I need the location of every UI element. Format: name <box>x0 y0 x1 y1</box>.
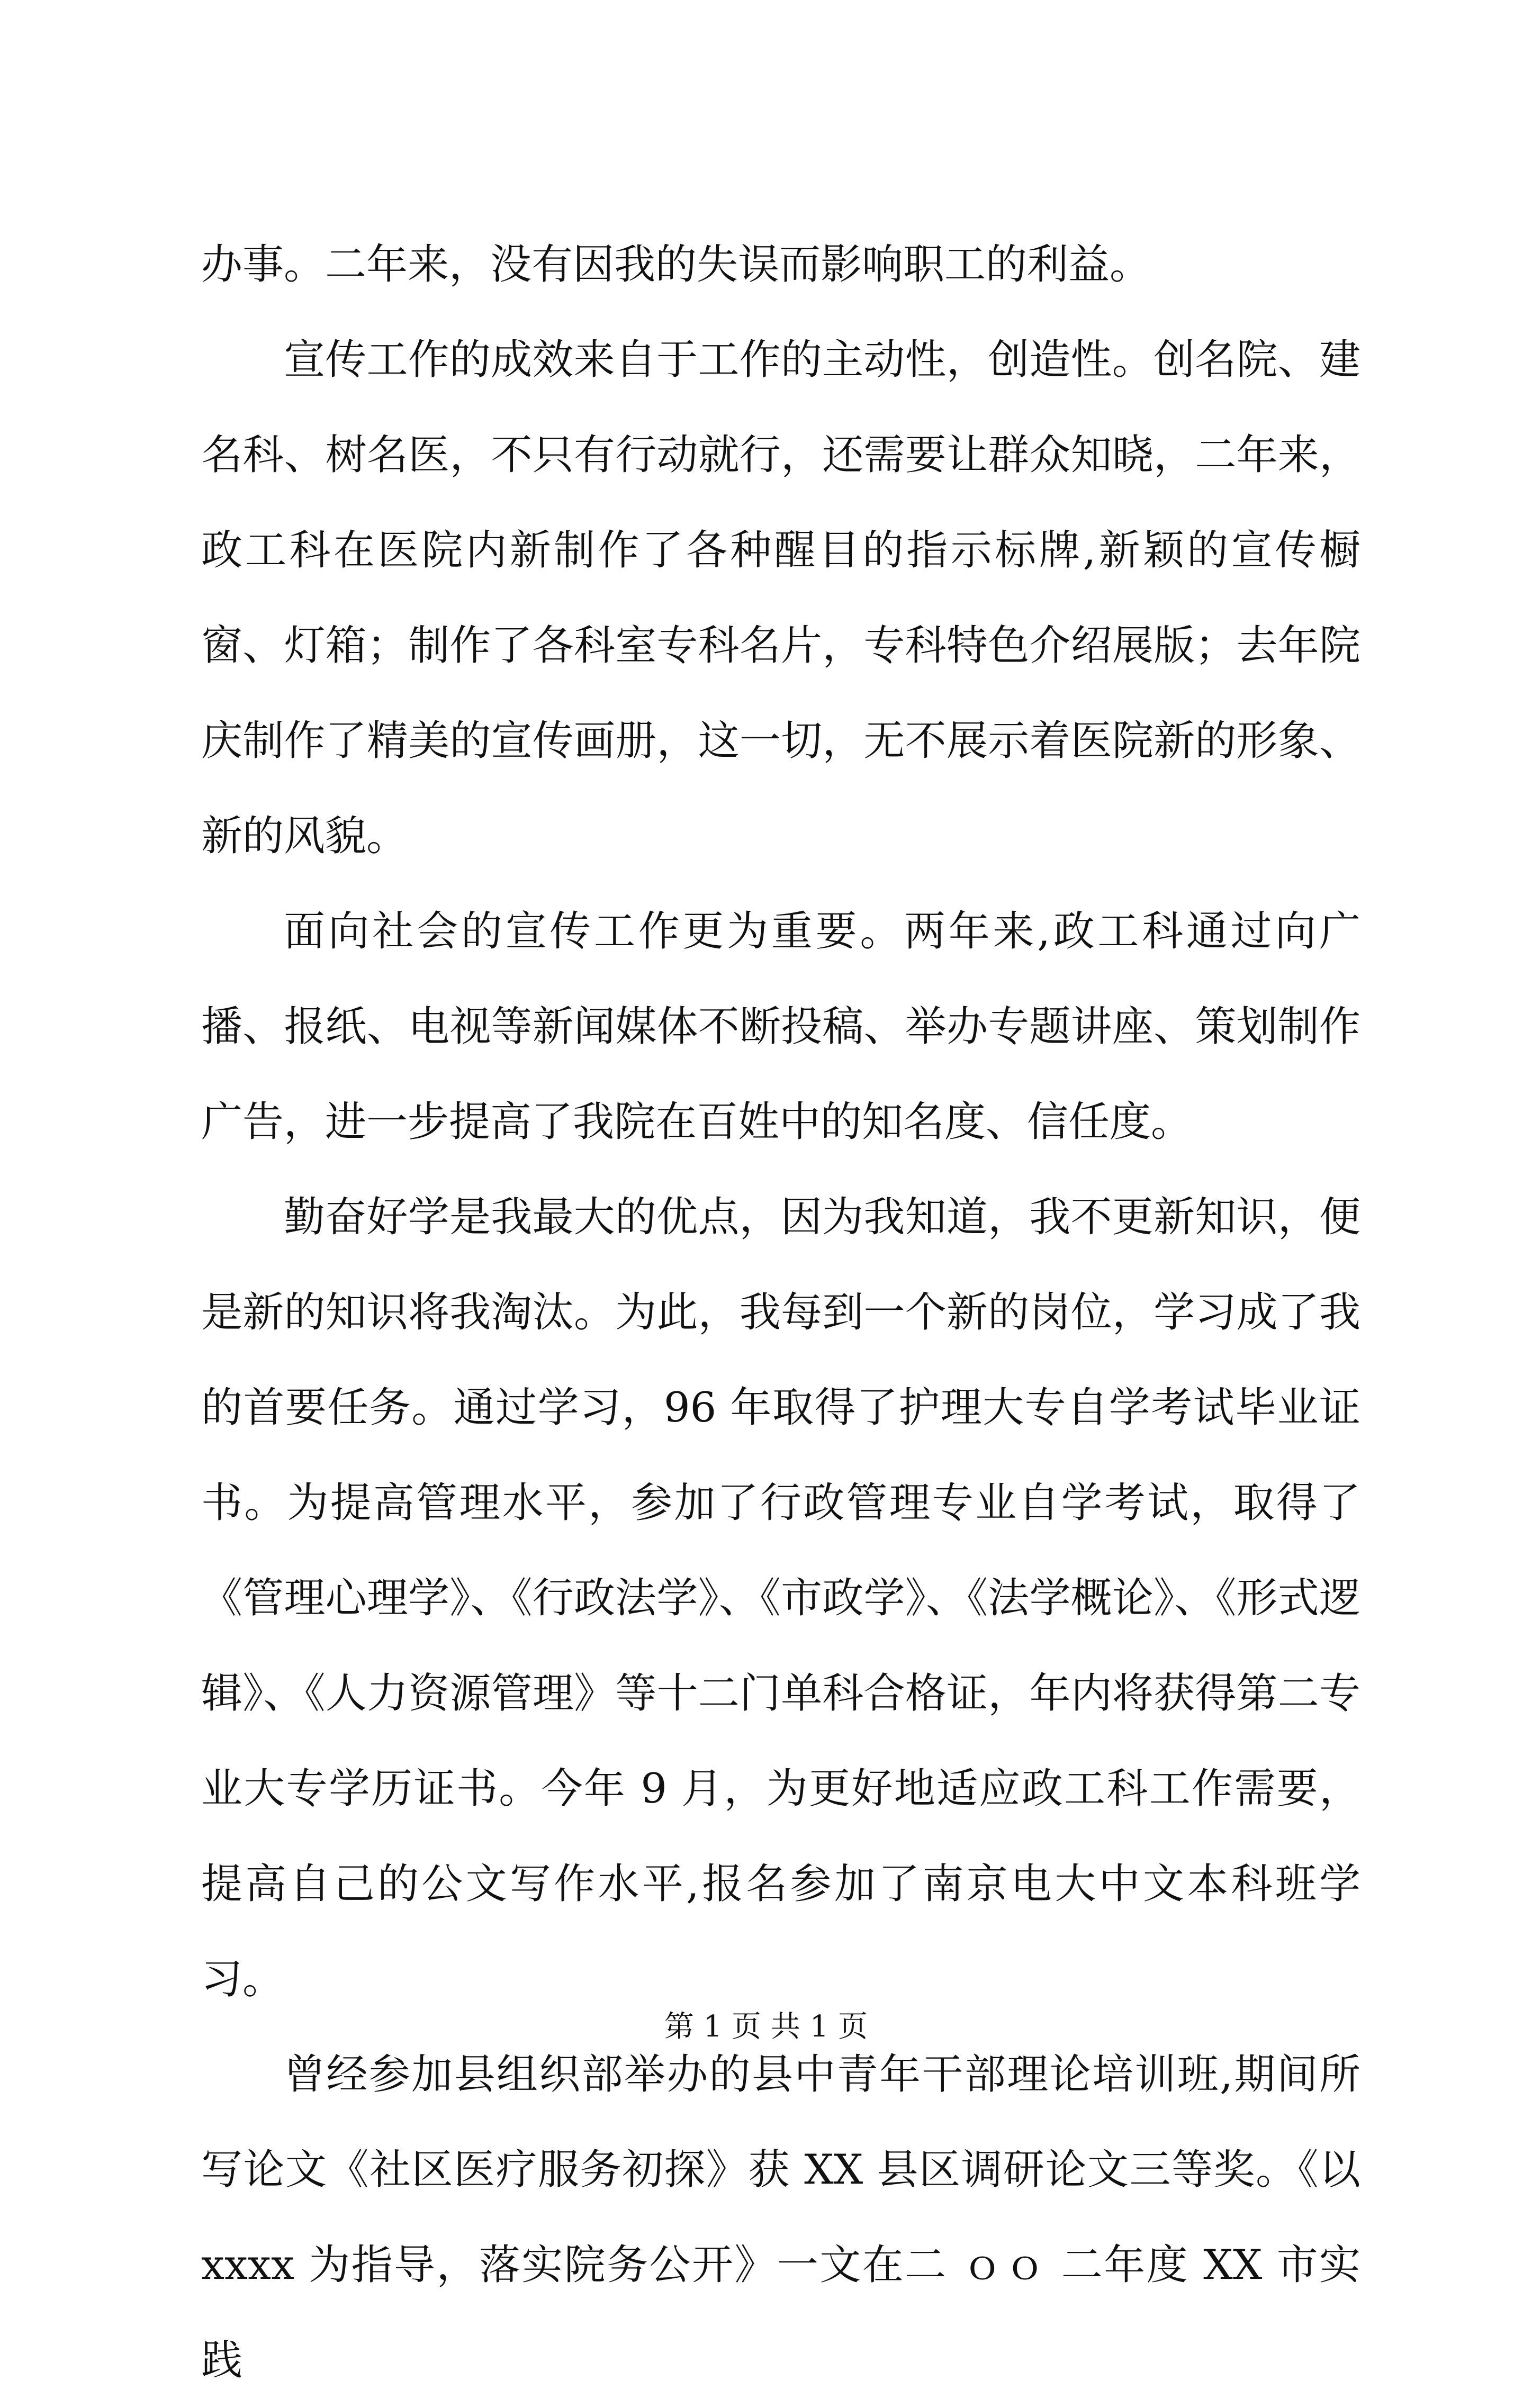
document-body <box>201 217 1360 2408</box>
paragraph-social-publicity: 面向社会的宣传工作更为重要。两年来,政工科通过向广播、报纸、电视等新闻媒体不断投稿、举办专题讲座、策划制作广告，进一步提高了我院在百姓中的知名度、信任度。 <box>201 908 1360 1146</box>
paragraph-training: 曾经参加县组织部举办的县中青年干部理论培训班,期间所写论文《社区医疗服务初探》获 XX 县区调研论文三等奖。《以 xxxx 为指导，落实院务公开》一文在二 ｏｏ 二年度 XX 市实践 <box>201 2051 1360 2384</box>
page-footer: 第 1 页 共 1 页 <box>664 2009 868 2044</box>
paragraph-continuation: 办事。二年来，没有因我的失误而影响职工的利益。 <box>201 241 1151 288</box>
paragraph-study: 勤奋好学是我最大的优点，因为我知道，我不更新知识，便是新的知识将我淘汰。为此，我每到一个新的岗位，学习成了我的首要任务。通过学习，96 年取得了护理大专自学考试毕业证书。为提高管理水平，参加了行政管理专业自学考试，取得了《管理心理学》、《行政法学》、《市政学》、《法学概论》、《形式逻辑》、《人力资源管理》等十二门单科合格证，年内将获得第二专业大专学历证书。今年 9 月，为更好地适应政工科工作需要，提高自己的公文写作水平,报名参加了南京电大中文本科班学习。 <box>201 1193 1360 2003</box>
paragraph-publicity-work: 宣传工作的成效来自于工作的主动性，创造性。创名院、建名科、树名医，不只有行动就行，还需要让群众知晓，二年来，政工科在医院内新制作了各种醒目的指示标牌,新颖的宣传橱窗、灯箱；制作了各科室专科名片，专科特色介绍展版；去年院庆制作了精美的宣传画册，这一切，无不展示着医院新的形象、新的风貌。 <box>201 336 1360 860</box>
